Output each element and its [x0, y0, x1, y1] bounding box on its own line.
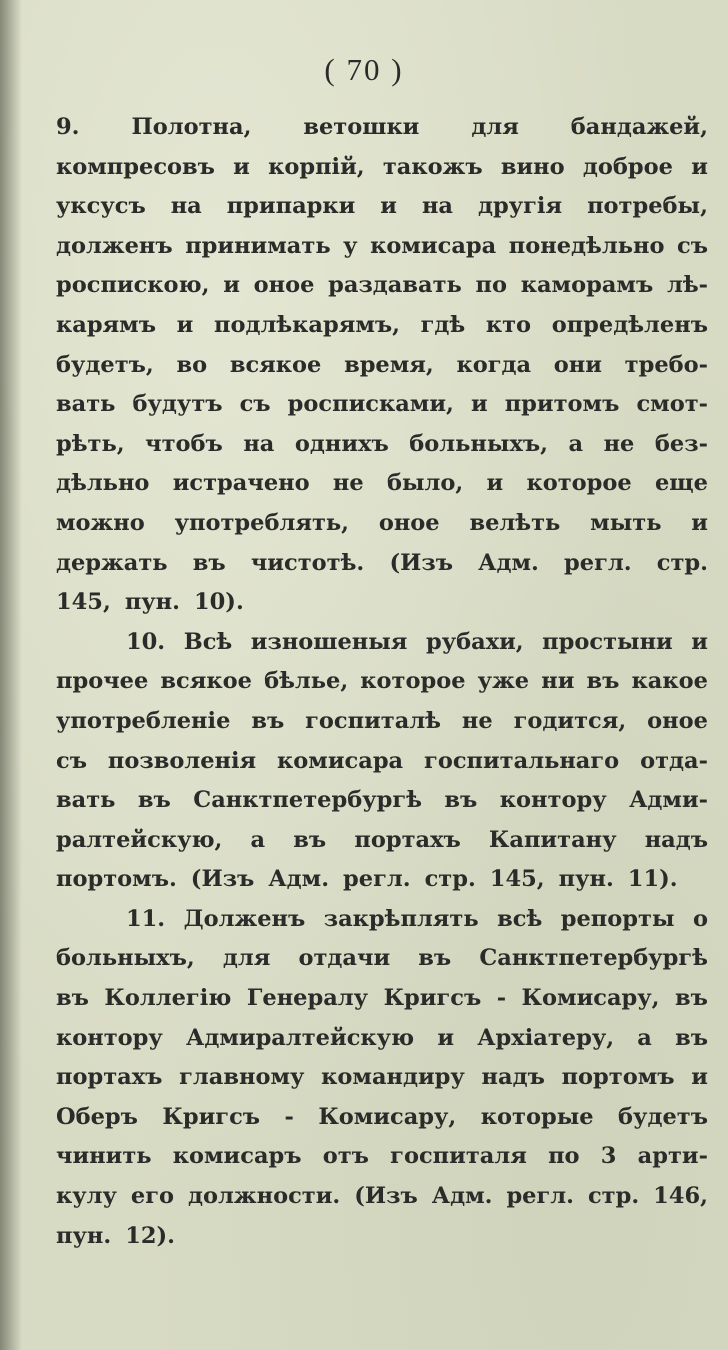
word: еще: [654, 470, 708, 497]
word: всѣ: [497, 905, 543, 932]
word: уксусъ: [56, 193, 146, 220]
word: корпій,: [268, 153, 365, 180]
word: которые: [480, 1103, 594, 1130]
word: -: [496, 985, 507, 1012]
word: прочее: [56, 668, 149, 695]
word: вать: [56, 787, 116, 814]
text-line: [56, 425, 708, 465]
word: оное: [253, 272, 315, 299]
word: мыть: [590, 509, 662, 536]
word: такожъ: [382, 153, 483, 180]
word: регл.: [564, 549, 632, 576]
word: не: [603, 430, 635, 457]
word: отъ: [322, 1143, 369, 1170]
word: контору: [56, 1024, 163, 1051]
word: время,: [344, 351, 434, 378]
word: портомъ: [561, 1064, 675, 1091]
word: въ: [586, 668, 620, 695]
word: стр.: [587, 1183, 640, 1210]
text-line: [56, 821, 708, 861]
word: рубахи,: [425, 628, 524, 655]
word: 10.: [126, 628, 166, 655]
word: держать: [56, 549, 168, 576]
text-line: [56, 1058, 708, 1098]
word: госпиталѣ: [305, 707, 441, 734]
word: въ: [675, 985, 708, 1012]
word: его: [130, 1183, 175, 1210]
word: без-: [654, 430, 708, 457]
word: карямъ: [56, 311, 156, 338]
word: употребленіе: [56, 707, 231, 734]
word: стр.: [656, 549, 708, 576]
word: а: [568, 430, 584, 457]
word: репорты: [560, 905, 675, 932]
word: кулу: [56, 1183, 117, 1210]
word: подлѣкарямъ,: [213, 311, 400, 338]
word: на: [243, 430, 275, 457]
word: командиру: [321, 1064, 465, 1091]
word: комисара: [277, 747, 404, 774]
text-line: [56, 702, 708, 742]
word: притомъ: [504, 391, 620, 418]
word: съ: [677, 232, 708, 259]
word: закрѣплять: [323, 905, 479, 932]
word: Всѣ: [183, 628, 233, 655]
text-line: [56, 385, 708, 425]
word: опредѣленъ: [551, 311, 708, 338]
paragraph: [56, 623, 708, 900]
word: стр.: [424, 866, 476, 893]
word: которое: [526, 470, 632, 497]
word: велѣть: [469, 509, 561, 536]
word: по: [475, 272, 508, 299]
word: лѣ-: [666, 272, 708, 299]
word: всякое: [160, 668, 252, 695]
word: и: [486, 470, 504, 497]
word: а: [637, 1024, 652, 1051]
word: у: [343, 232, 358, 259]
word: они: [553, 351, 602, 378]
word: раздавать: [328, 272, 462, 299]
text-line: [56, 1098, 708, 1138]
word: въ: [251, 707, 285, 734]
word: и: [223, 272, 240, 299]
word: по: [548, 1143, 580, 1170]
word: истрачено: [172, 470, 310, 497]
word: отдачи: [298, 945, 391, 972]
word: 146,: [653, 1183, 708, 1210]
word: не: [461, 707, 493, 734]
word: 145,: [489, 866, 545, 893]
word: арти-: [637, 1143, 708, 1170]
word: пун.: [558, 866, 614, 893]
word: больныхъ,: [409, 430, 548, 457]
word: Адм.: [478, 549, 539, 576]
word: другія: [478, 193, 563, 220]
word: Полотна,: [131, 114, 252, 140]
word: бѣлье,: [264, 668, 349, 695]
word: будутъ: [132, 391, 223, 418]
word: оное: [647, 707, 708, 734]
text-line: [56, 1177, 708, 1217]
word: и: [691, 1064, 708, 1091]
word: комисара: [370, 232, 497, 259]
word: на: [170, 193, 202, 220]
word: и: [470, 391, 488, 418]
word: можно: [56, 509, 145, 536]
text-line: [56, 939, 708, 979]
word: чтобъ: [145, 430, 223, 457]
text-line: [56, 148, 708, 188]
word: принимать: [185, 232, 331, 259]
word: долженъ: [56, 232, 173, 259]
text-line: [56, 860, 708, 900]
word: Санктпетербургѣ: [479, 945, 708, 972]
word: будетъ,: [56, 351, 154, 378]
word: Коллегію: [104, 985, 232, 1012]
word: и: [233, 153, 250, 180]
text-line: [56, 187, 708, 227]
word: 3: [600, 1143, 617, 1170]
word: роспискою,: [56, 272, 210, 299]
word: росписками,: [287, 391, 454, 418]
word: чистотѣ.: [250, 549, 365, 576]
word: главному: [179, 1064, 305, 1091]
paragraph: [56, 900, 708, 1256]
word: контору: [499, 787, 607, 814]
text-line: [56, 544, 708, 584]
word: портахъ: [354, 826, 461, 853]
word: 10).: [194, 589, 244, 616]
word: годится,: [513, 707, 627, 734]
word: (Изъ: [190, 866, 255, 893]
word: требо-: [624, 351, 708, 378]
word: было,: [386, 470, 464, 497]
word: регл.: [343, 866, 411, 893]
word: регл.: [506, 1183, 574, 1210]
word: ветошки: [303, 114, 420, 140]
word: для: [471, 114, 519, 140]
word: кто: [485, 311, 532, 338]
text-line: [56, 979, 708, 1019]
word: компресовъ: [56, 153, 215, 180]
page-body-text: [56, 108, 708, 1256]
word: госпиталя: [390, 1143, 527, 1170]
word: изношеныя: [250, 628, 408, 655]
page-gutter-shadow: [0, 0, 22, 1350]
word: смот-: [636, 391, 708, 418]
word: какое: [631, 668, 708, 695]
text-line: [56, 227, 708, 267]
word: Капитану: [488, 826, 617, 853]
word: въ: [418, 945, 452, 972]
text-line: [56, 1217, 708, 1257]
text-line: [56, 464, 708, 504]
word: портомъ.: [56, 866, 177, 893]
word: и: [691, 628, 708, 655]
word: ралтейскую,: [56, 826, 223, 853]
text-line: [56, 662, 708, 702]
word: Генералу: [246, 985, 369, 1012]
word: 11.: [126, 905, 166, 932]
text-line: [56, 266, 708, 306]
text-line: [56, 504, 708, 544]
word: (Изъ: [389, 549, 453, 576]
word: каморамъ: [520, 272, 654, 299]
word: въ: [137, 787, 171, 814]
word: 11).: [627, 866, 678, 893]
word: употреблять,: [174, 509, 349, 536]
word: доброе: [582, 153, 673, 180]
text-line: [56, 781, 708, 821]
word: на: [421, 193, 454, 220]
word: съ: [239, 391, 271, 418]
word: въ: [56, 985, 89, 1012]
word: уже: [477, 668, 530, 695]
word: Архіатеру,: [477, 1024, 615, 1051]
word: и: [437, 1024, 455, 1051]
word: Кригсъ: [162, 1103, 261, 1130]
text-line: [56, 583, 708, 623]
word: рѣть,: [56, 430, 125, 457]
word: съ: [56, 747, 87, 774]
word: 145,: [56, 589, 111, 616]
word: Санктпетербургѣ: [193, 787, 422, 814]
word: Адм.: [431, 1183, 493, 1210]
word: Долженъ: [183, 905, 306, 932]
word: (Изъ: [354, 1183, 418, 1210]
word: портахъ: [56, 1064, 163, 1091]
word: будетъ: [618, 1103, 708, 1130]
word: всякое: [229, 351, 322, 378]
word: въ: [293, 826, 327, 853]
word: Комисару,: [521, 985, 660, 1012]
word: припарки: [226, 193, 356, 220]
word: 12).: [125, 1222, 175, 1249]
word: Адм.: [268, 866, 330, 893]
text-line: [56, 623, 708, 663]
word: надъ: [481, 1064, 545, 1091]
word: дѣльно: [56, 470, 150, 497]
word: комисаръ: [172, 1143, 302, 1170]
word: пун.: [124, 589, 180, 616]
word: Комисару,: [318, 1103, 457, 1130]
word: и: [691, 509, 708, 536]
word: въ: [192, 549, 226, 576]
word: 9.: [56, 114, 80, 140]
word: для: [222, 945, 271, 972]
word: не: [332, 470, 364, 497]
word: Оберъ: [56, 1103, 138, 1130]
word: Адмиралтейскую: [186, 1024, 415, 1051]
word: въ: [675, 1024, 708, 1051]
word: которое: [360, 668, 466, 695]
word: позволенія: [107, 747, 257, 774]
word: отда-: [640, 747, 708, 774]
word: и: [380, 193, 397, 220]
text-line: [56, 900, 708, 940]
word: а: [250, 826, 266, 853]
word: во: [176, 351, 208, 378]
word: пун.: [56, 1222, 112, 1249]
word: гдѣ: [420, 311, 466, 338]
text-line: [56, 346, 708, 386]
text-line: [56, 1019, 708, 1059]
page-number: ( 70 ): [324, 52, 404, 87]
word: Адми-: [629, 787, 708, 814]
paragraph: [56, 108, 708, 623]
text-line: [56, 108, 708, 148]
word: о: [692, 905, 708, 932]
word: оное: [378, 509, 440, 536]
word: больныхъ,: [56, 945, 195, 972]
word: Кригсъ: [383, 985, 482, 1012]
word: въ: [444, 787, 478, 814]
word: надъ: [644, 826, 708, 853]
word: вино: [500, 153, 565, 180]
word: понедѣльно: [508, 232, 665, 259]
word: потребы,: [587, 193, 708, 220]
word: ни: [541, 668, 575, 695]
word: и: [176, 311, 194, 338]
text-line: [56, 306, 708, 346]
word: когда: [456, 351, 532, 378]
word: чинить: [56, 1143, 152, 1170]
word: вать: [56, 391, 116, 418]
word: госпитальнаго: [424, 747, 620, 774]
word: -: [284, 1103, 294, 1130]
word: и: [691, 153, 708, 180]
text-line: [56, 1137, 708, 1177]
word: однихъ: [294, 430, 389, 457]
word: бандажей,: [570, 114, 708, 140]
word: должности.: [188, 1183, 341, 1210]
text-line: [56, 742, 708, 782]
word: простыни: [542, 628, 673, 655]
